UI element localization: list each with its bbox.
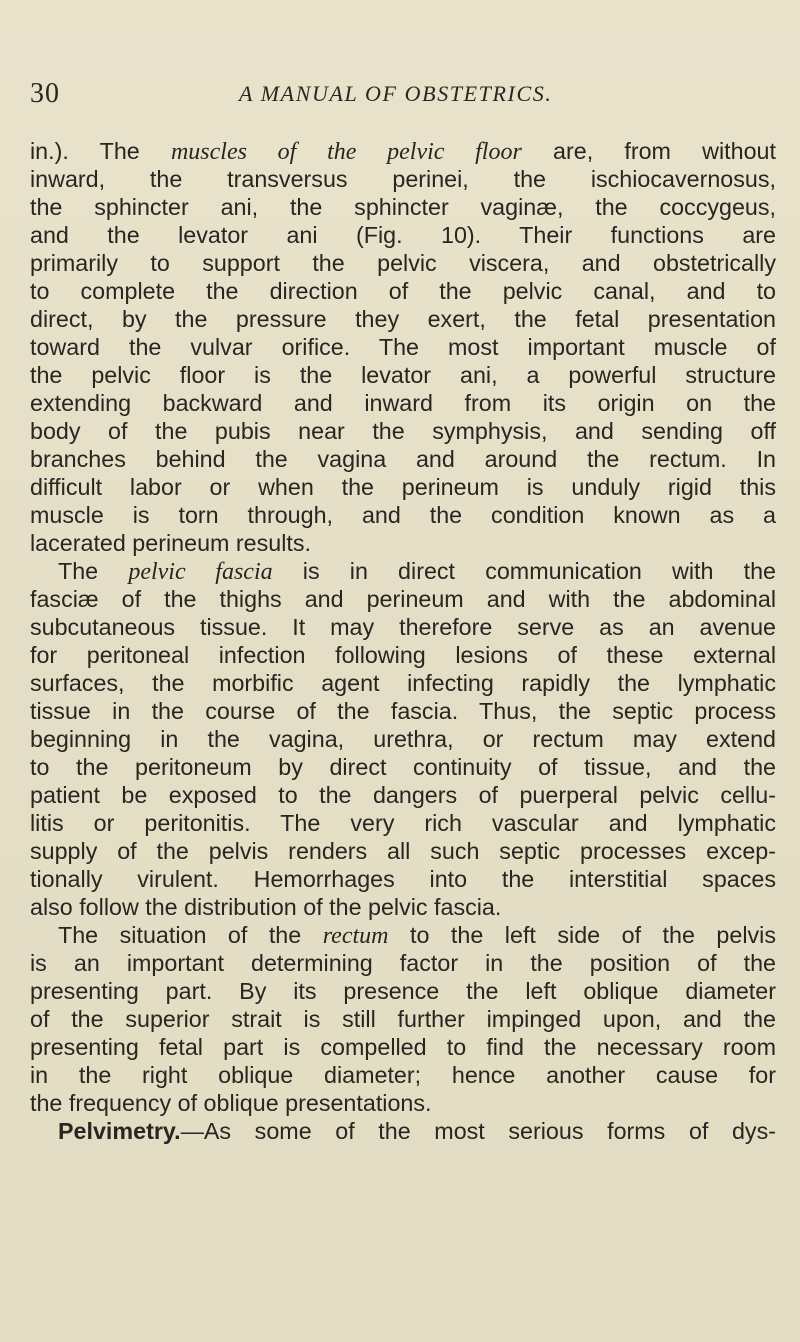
text-line: toward the vulvar orifice. The most important muscle of [30,334,776,360]
body-text [30,137,776,1145]
text-line: The situation of the rectum to the left side of the pelvis [58,922,776,949]
text-line: tionally virulent. Hemorrhages into the interstitial spaces [30,866,776,892]
text-line: presenting part. By its presence the left oblique diameter [30,978,776,1004]
text-line: beginning in the vagina, urethra, or rectum may extend [30,726,776,752]
text-line: Pelvimetry.—As some of the most serious forms of dys- [58,1118,776,1144]
text-line: lacerated perineum results. [30,530,311,556]
section-heading: Pelvimetry. [58,1118,181,1144]
text-line: body of the pubis near the symphysis, and sending off [30,418,776,444]
text-line: The pelvic fascia is in direct communication with the [58,558,776,585]
text-line: supply of the pelvis renders all such septic processes excep- [30,838,776,864]
text-line: primarily to support the pelvic viscera, and obstetrically [30,250,776,276]
text-line: branches behind the vagina and around the rectum. In [30,446,776,472]
text-line: is an important determining factor in the position of the [30,950,776,976]
text-line: also follow the distribution of the pelvic fascia. [30,894,502,920]
page-number: 30 [30,78,60,109]
text-line: surfaces, the morbific agent infecting rapidly the lymphatic [30,670,776,696]
text-line: difficult labor or when the perineum is unduly rigid this [30,474,776,500]
text-line: in.). The muscles of the pelvic floor are, from without [30,138,776,165]
text-line: extending backward and inward from its origin on the [30,390,776,416]
running-head [30,78,770,118]
text-line: the pelvic floor is the levator ani, a powerful structure [30,362,776,388]
text-line: inward, the transversus perinei, the ischiocavernosus, [30,166,776,192]
text-line: to the peritoneum by direct continuity of tissue, and the [30,754,776,780]
text-line: the sphincter ani, the sphincter vaginæ, the coccygeus, [30,194,776,220]
text-line: the frequency of oblique presentations. [30,1090,432,1116]
text-line: litis or peritonitis. The very rich vascular and lymphatic [30,810,776,836]
text-line: presenting fetal part is compelled to find the necessary room [30,1034,776,1060]
text-line: of the superior strait is still further impinged upon, and the [30,1006,776,1032]
text-line: to complete the direction of the pelvic canal, and to [30,278,776,304]
text-line: and the levator ani (Fig. 10). Their functions are [30,222,776,248]
text-line: for peritoneal infection following lesions of these external [30,642,776,668]
text-line: fasciæ of the thighs and perineum and with the abdominal [30,586,776,612]
text-line: muscle is torn through, and the condition known as a [30,502,776,528]
text-line: in the right oblique diameter; hence another cause for [30,1062,776,1088]
text-line: direct, by the pressure they exert, the fetal presentation [30,306,776,332]
text-line: patient be exposed to the dangers of puerperal pelvic cellu- [30,782,776,808]
text-line: tissue in the course of the fascia. Thus, the septic process [30,698,776,724]
text-line: subcutaneous tissue. It may therefore serve as an avenue [30,614,776,640]
running-title: A MANUAL OF OBSTETRICS. [239,81,553,106]
